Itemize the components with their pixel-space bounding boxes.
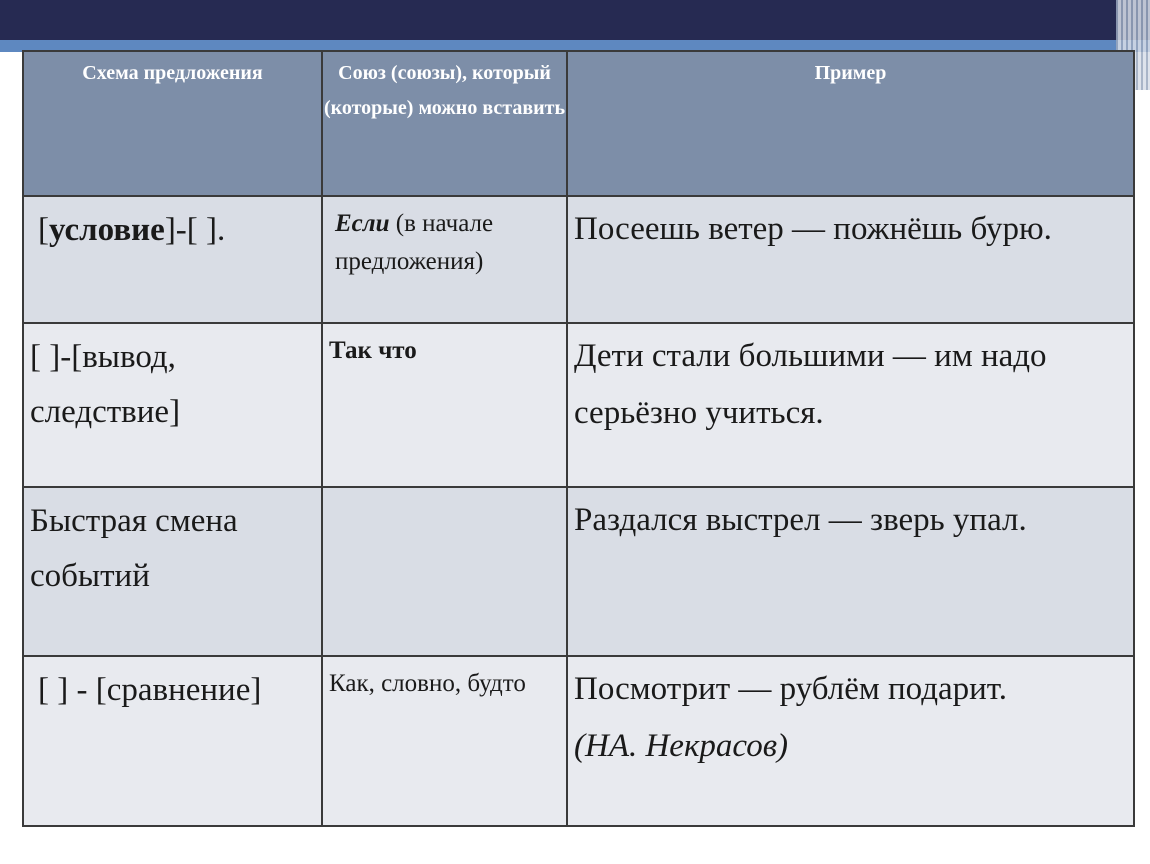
union-text — [323, 488, 566, 496]
scheme-cell — [23, 323, 322, 487]
table-header-row — [23, 51, 1134, 196]
union-text: Как, словно, будто — [329, 670, 526, 697]
example-text: Раздался выстрел — зверь упал. — [574, 502, 1027, 538]
example-author: (НА. Некрасов) — [574, 728, 789, 764]
union-cell — [322, 656, 567, 826]
scheme-text: [ ] - [сравнение] — [38, 672, 262, 708]
union-keyword: Если — [335, 210, 390, 237]
header-union: Союз (союзы), который (которые) можно вставить — [322, 51, 567, 196]
header-example: Пример — [567, 51, 1134, 196]
example-text: Посеешь ветер — пожнёшь бурю. — [574, 211, 1052, 247]
scheme-rest: ]-[ ]. — [164, 212, 226, 248]
scheme-cell — [23, 196, 322, 323]
union-cell — [322, 323, 567, 487]
example-cell — [567, 196, 1134, 323]
example-cell — [567, 656, 1134, 826]
union-note: (в начале предложения) — [335, 210, 494, 275]
table-row — [23, 323, 1134, 487]
slide-header-bar — [0, 0, 1150, 40]
union-text — [323, 197, 566, 281]
example-sentence: Посмотрит — рублём подарит. — [574, 671, 1007, 707]
union-cell — [322, 487, 567, 656]
example-cell — [567, 323, 1134, 487]
scheme-text: [ ]-[вывод, следствие] — [30, 339, 181, 430]
scheme-text: Быстрая смена событий — [30, 503, 238, 594]
example-cell — [567, 487, 1134, 656]
table-row — [23, 656, 1134, 826]
union-text: Так что — [329, 337, 417, 364]
example-text: Дети стали большими — им надо серьёзно учиться. — [574, 338, 1047, 431]
example-text — [568, 657, 1133, 775]
scheme-cell — [23, 656, 322, 826]
table-row — [23, 196, 1134, 323]
header-scheme: Схема предложения — [23, 51, 322, 196]
complex-sentence-table — [22, 50, 1135, 827]
union-cell — [322, 196, 567, 323]
scheme-text — [24, 197, 321, 258]
scheme-cell — [23, 487, 322, 656]
table-row — [23, 487, 1134, 656]
scheme-bracket: [ — [38, 212, 49, 248]
scheme-bold-word: условие — [49, 212, 165, 248]
